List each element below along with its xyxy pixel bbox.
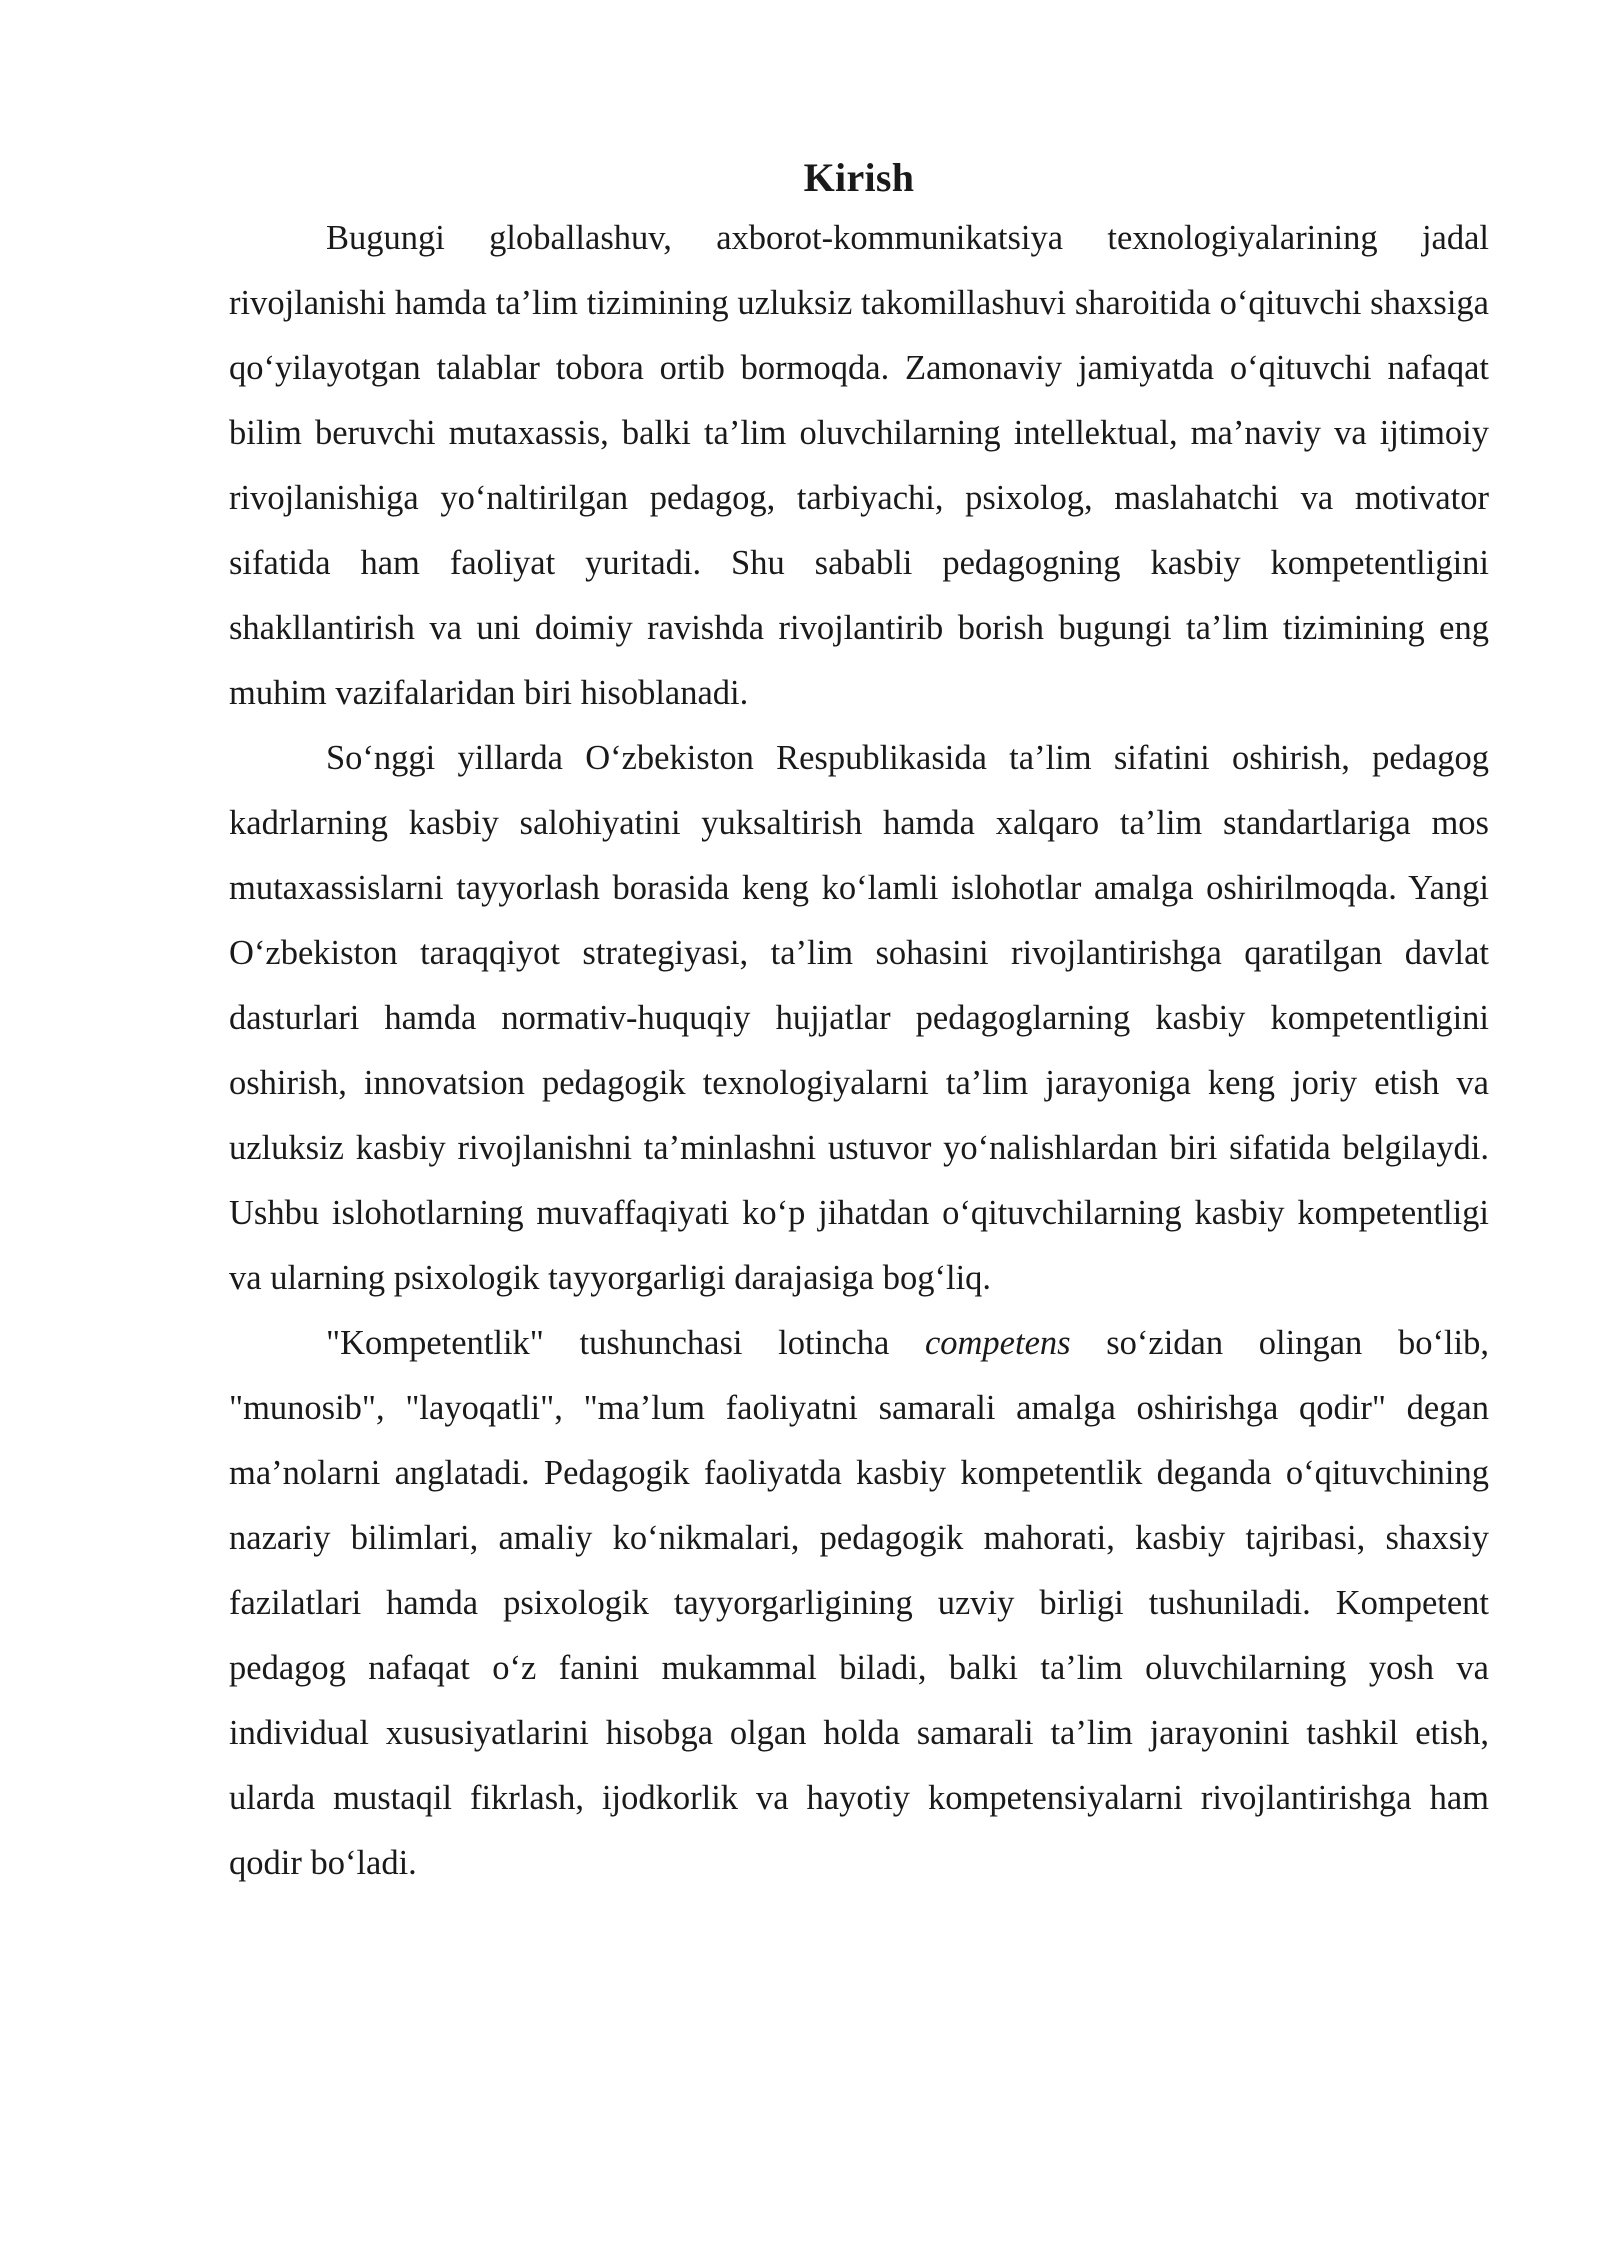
paragraph-3-text-end: so‘zidan olingan bo‘lib, "munosib", "layoqatli", "ma’lum faoliyatni samarali amalga oshirishga qodir" degan ma’nolarni anglatadi. Pedagogik faoliyatda kasbiy kompetentlik deganda o‘qituvchining nazariy bilimlari, amaliy ko‘nikmalari, pedagogik mahorati, kasbiy tajribasi, shaxsiy fazilatlari hamda psixologik tayyorgarligining uzviy birligi tushuniladi. Kompetent pedagog nafaqat o‘z fanini mukammal biladi, balki ta’lim oluvchilarning yosh va individual xususiyatlarini hisobga olgan holda samarali ta’lim jarayonini tashkil etish, ularda mustaqil fikrlash, ijodkorlik va hayotiy kompetensiyalarni rivojlantirishga ham qodir bo‘ladi.: [229, 1324, 1489, 1882]
paragraph-3: [229, 1311, 1489, 1896]
document-page: [229, 150, 1489, 1896]
page-title: Kirish: [803, 155, 915, 200]
paragraph-1: Bugungi globallashuv, axborot-kommunikatsiya texnologiyalarining jadal rivojlanishi hamda ta’lim tizimining uzluksiz takomillashuvi sharoitida o‘qituvchi shaxsiga qo‘yilayotgan talablar tobora ortib bormoqda. Zamonaviy jamiyatda o‘qituvchi nafaqat bilim beruvchi mutaxassis, balki ta’lim oluvchilarning intellektual, ma’naviy va ijtimoiy rivojlanishiga yo‘naltirilgan pedagog, tarbiyachi, psixolog, maslahatchi va motivator sifatida ham faoliyat yuritadi. Shu sababli pedagogning kasbiy kompetentligini shakllantirish va uni doimiy ravishda rivojlantirib borish bugungi ta’lim tizimining eng muhim vazifalaridan biri hisoblanadi.: [229, 219, 1489, 712]
paragraph-2: So‘nggi yillarda O‘zbekiston Respublikasida ta’lim sifatini oshirish, pedagog kadrlarning kasbiy salohiyatini yuksaltirish hamda xalqaro ta’lim standartlariga mos mutaxassislarni tayyorlash borasida keng ko‘lamli islohotlar amalga oshirilmoqda. Yangi O‘zbekiston taraqqiyot strategiyasi, ta’lim sohasini rivojlantirishga qaratilgan davlat dasturlari hamda normativ-huquqiy hujjatlar pedagoglarning kasbiy kompetentligini oshirish, innovatsion pedagogik texnologiyalarni ta’lim jarayoniga keng joriy etish va uzluksiz kasbiy rivojlanishni ta’minlashni ustuvor yo‘nalishlardan biri sifatida belgilaydi. Ushbu islohotlarning muvaffaqiyati ko‘p jihatdan o‘qituvchilarning kasbiy kompetentligi va ularning psixologik tayyorgarligi darajasiga bog‘liq.: [229, 739, 1489, 1297]
paragraph-3-italic-term: competens: [924, 1324, 1071, 1362]
paragraph-3-text-start: "Kompetentlik" tushunchasi lotincha: [326, 1324, 925, 1362]
